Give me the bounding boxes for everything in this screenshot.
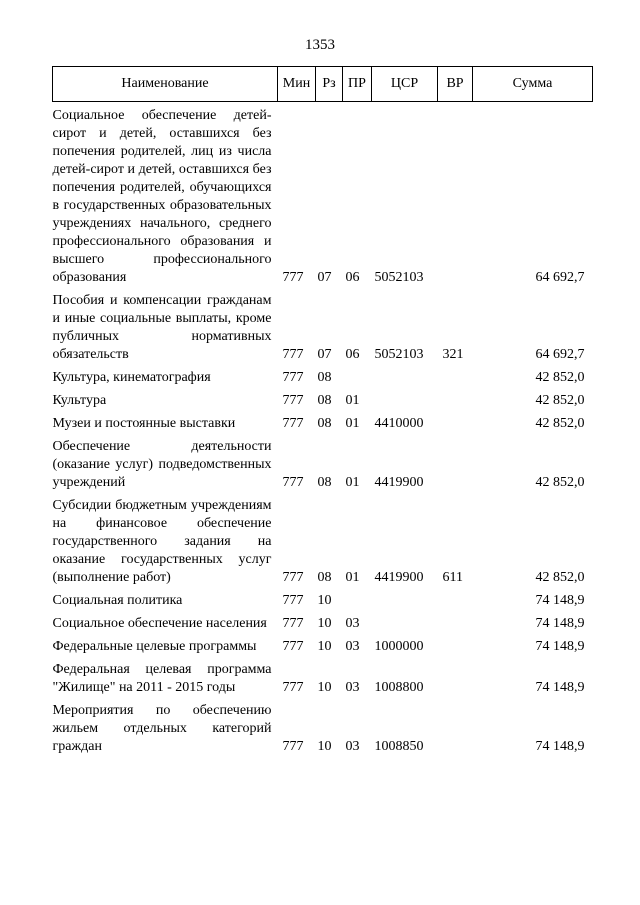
row-rz: 08 — [317, 475, 332, 490]
row-csr — [372, 392, 438, 410]
table-row — [53, 415, 593, 433]
row-sum: 64 692,7 — [535, 347, 585, 362]
table-row — [53, 638, 593, 656]
row-min: 777 — [282, 416, 304, 431]
row-rz: 08 — [317, 416, 332, 431]
row-min: 777 — [282, 680, 304, 695]
row-rz: 08 — [317, 393, 332, 408]
header-sum: Сумма — [473, 67, 593, 102]
row-name: Культура, кинематография — [52, 370, 211, 385]
row-min: 777 — [282, 739, 304, 754]
row-rz: 08 — [317, 370, 332, 385]
row-csr: 1000000 — [374, 639, 424, 654]
row-pr — [343, 369, 372, 387]
row-name: Обеспечение деятельности (оказание услуг) подведомственных учреждений — [52, 439, 272, 490]
row-vr — [438, 615, 473, 633]
row-csr — [372, 615, 438, 633]
row-min: 777 — [282, 639, 304, 654]
row-pr: 01 — [345, 393, 360, 408]
table-header — [53, 67, 593, 102]
row-vr — [438, 369, 473, 387]
row-pr: 03 — [345, 739, 360, 754]
row-sum: 64 692,7 — [535, 270, 585, 285]
row-name: Музеи и постоянные выставки — [52, 416, 236, 431]
row-csr — [372, 592, 438, 610]
row-name: Пособия и компенсации гражданам и иные социальные выплаты, кроме публичных нормативных обязательств — [52, 293, 272, 362]
row-sum: 74 148,9 — [535, 639, 585, 654]
row-rz: 10 — [317, 593, 332, 608]
budget-table — [52, 66, 593, 756]
header-name: Наименование — [53, 67, 278, 102]
row-sum: 42 852,0 — [535, 416, 585, 431]
row-rz: 10 — [317, 616, 332, 631]
page-number: 1353 — [305, 37, 335, 53]
row-pr: 06 — [345, 347, 360, 362]
row-pr: 06 — [345, 270, 360, 285]
row-pr: 01 — [345, 570, 360, 585]
row-csr: 5052103 — [374, 347, 424, 362]
table-row — [53, 592, 593, 610]
row-sum: 74 148,9 — [535, 593, 585, 608]
header-vr: ВР — [438, 67, 473, 102]
row-pr — [343, 592, 372, 610]
header-row — [53, 67, 593, 102]
row-vr: 321 — [442, 347, 464, 362]
row-min: 777 — [282, 270, 304, 285]
header-csr: ЦСР — [372, 67, 438, 102]
row-min: 777 — [282, 593, 304, 608]
row-pr: 01 — [345, 475, 360, 490]
row-min: 777 — [282, 616, 304, 631]
row-sum: 74 148,9 — [535, 680, 585, 695]
row-csr: 4419900 — [374, 475, 424, 490]
row-min: 777 — [282, 475, 304, 490]
row-vr — [438, 438, 473, 492]
row-sum: 42 852,0 — [535, 570, 585, 585]
row-csr: 4419900 — [374, 570, 424, 585]
row-pr: 03 — [345, 639, 360, 654]
table-row — [53, 497, 593, 587]
row-name: Социальная политика — [52, 593, 183, 608]
row-name: Социальное обеспечение населения — [52, 616, 267, 631]
header-rz: Рз — [316, 67, 343, 102]
row-csr — [372, 369, 438, 387]
row-min: 777 — [282, 393, 304, 408]
row-sum: 42 852,0 — [535, 370, 585, 385]
row-name: Социальное обеспечение детей-сирот и детей, оставшихся без попечения родителей, лиц из числа детей-сирот и детей, оставшихся без попечения родителей, обучающихся в государственных образовательных учреждениях начального, среднего профессионального образования и высшего профессионального образования — [52, 108, 272, 285]
row-vr — [438, 592, 473, 610]
row-vr — [438, 392, 473, 410]
row-min: 777 — [282, 347, 304, 362]
row-vr — [438, 661, 473, 697]
row-min: 777 — [282, 370, 304, 385]
row-csr: 5052103 — [374, 270, 424, 285]
row-sum: 42 852,0 — [535, 393, 585, 408]
row-min: 777 — [282, 570, 304, 585]
row-name: Культура — [52, 393, 107, 408]
row-vr — [438, 415, 473, 433]
table-row — [53, 438, 593, 492]
row-name: Субсидии бюджетным учреждениям на финансовое обеспечение государственного задания на оказание государственных услуг (выполнение работ) — [52, 498, 272, 585]
table-row — [53, 702, 593, 756]
row-rz: 10 — [317, 639, 332, 654]
row-rz: 08 — [317, 570, 332, 585]
row-rz: 07 — [317, 270, 332, 285]
row-rz: 10 — [317, 739, 332, 754]
table-body — [53, 102, 593, 757]
row-rz: 07 — [317, 347, 332, 362]
table-row — [53, 292, 593, 364]
row-sum: 74 148,9 — [535, 739, 585, 754]
table-row — [53, 615, 593, 633]
header-pr: ПР — [343, 67, 372, 102]
row-name: Федеральные целевые программы — [52, 639, 257, 654]
header-min: Мин — [278, 67, 316, 102]
row-vr — [438, 107, 473, 287]
row-pr: 03 — [345, 680, 360, 695]
table-row — [53, 107, 593, 287]
row-pr: 03 — [345, 616, 360, 631]
row-csr: 1008850 — [374, 739, 424, 754]
row-pr: 01 — [345, 416, 360, 431]
row-sum: 74 148,9 — [535, 616, 585, 631]
row-rz: 10 — [317, 680, 332, 695]
table-row — [53, 392, 593, 410]
row-name: Федеральная целевая программа "Жилище" на 2011 - 2015 годы — [52, 662, 272, 695]
row-csr: 1008800 — [374, 680, 424, 695]
row-vr: 611 — [442, 570, 463, 585]
row-name: Мероприятия по обеспечению жильем отдельных категорий граждан — [52, 703, 272, 754]
row-vr — [438, 638, 473, 656]
table-row — [53, 661, 593, 697]
row-sum: 42 852,0 — [535, 475, 585, 490]
row-vr — [438, 702, 473, 756]
row-csr: 4410000 — [374, 416, 424, 431]
table-row — [53, 369, 593, 387]
